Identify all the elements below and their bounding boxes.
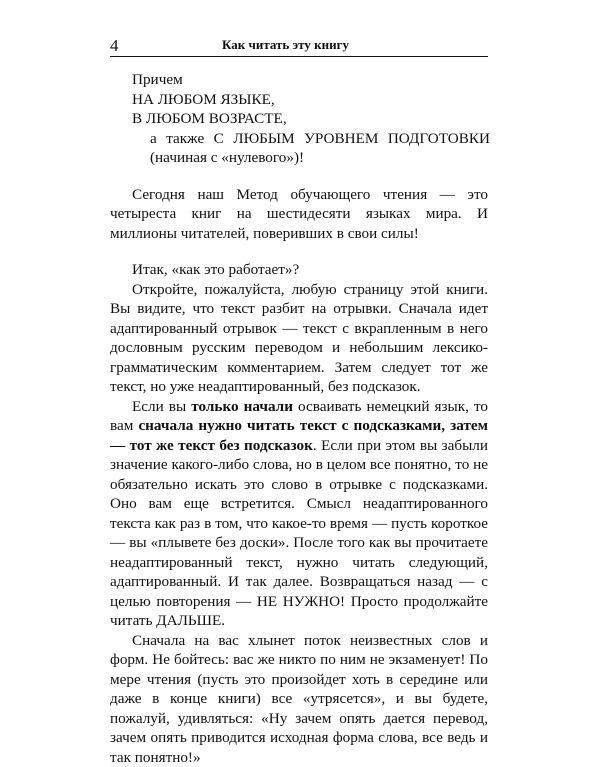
if-bold-2: сначала нужно читать текст с подсказками, затем — тот же текст без подсказок [110,417,488,454]
if-text-1: Если вы [132,398,191,415]
if-text-2: осваивать немецкий язык, то вам [110,398,488,435]
page-body [110,70,488,767]
paragraph-today: Сегодня наш Метод обучающего чтения — это четыреста книг на шестидесяти языках мира. И миллионы читателей, поверивших в свои силы! [110,185,488,244]
intro-line-1: Причем [132,70,488,90]
paragraph-how-title: Итак, «как это работает»? [110,260,488,280]
if-bold-1: только начали [191,398,293,415]
intro-line-3: В ЛЮБОМ ВОЗРАСТЕ, [132,109,488,129]
paragraph-if-beginner [110,397,488,631]
running-title: Как читать эту книгу [222,37,349,53]
paragraph-open-book: Откройте, пожалуйста, любую страницу этой книги. Вы видите, что текст разбит на отрывки. Сначала идет адаптированный отрывок — текст с вкрапленным в него дословным русским переводом и небольшим лексико-грамматическим комментарием. Затем следует тот же текст, но уже неадаптированный, без подсказок. [110,280,488,397]
if-text-3: . Если при этом вы забыли значение какого-либо слова, но в целом все понятно, то не обязательно искать это слово в отрывке с подсказками. Оно вам еще встретится. Смысл неадаптированного текста как раз в том, что какое-то время — пусть короткое — вы «плывете без доски». После того как вы прочитаете неадаптированный текст, нужно читать следующий, адаптированный. И так далее. Возвращаться назад — с целью повторения — НЕ НУЖНО! Просто продолжайте читать ДАЛЬШЕ. [110,437,488,630]
intro-block [110,70,488,168]
page-number: 4 [110,36,119,56]
intro-line-2: НА ЛЮБОМ ЯЗЫКЕ, [132,90,488,110]
running-header [110,34,488,57]
intro-line-4: а также С ЛЮБЫМ УРОВНЕМ ПОДГОТОВКИ (начиная с «нулевого»)! [150,129,490,168]
paragraph-first-flood: Сначала на вас хлынет поток неизвестных слов и форм. Не бойтесь: вас же никто по ним не экзаменует! По мере чтения (пусть это произойдет хоть в середине или даже в конце книги) все «утрясется», и вы будете, пожалуй, удивляться: «Ну зачем опять дается перевод, зачем опять приводится исходная форма слова, все ведь и так понятно!» [110,631,488,767]
